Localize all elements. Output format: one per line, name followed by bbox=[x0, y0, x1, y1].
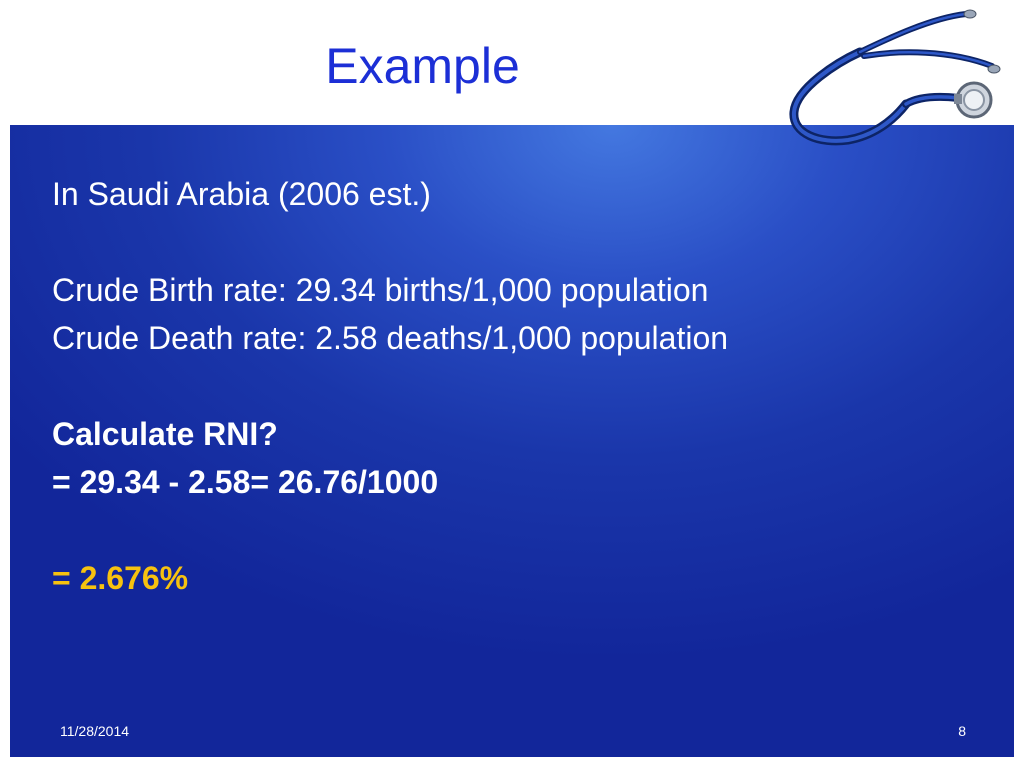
slide-title: Example bbox=[325, 38, 520, 94]
blank-line bbox=[52, 506, 728, 554]
answer-line: = 2.676% bbox=[52, 560, 189, 596]
calculation-line: = 29.34 - 2.58= 26.76/1000 bbox=[52, 464, 439, 500]
footer-date: 11/28/2014 bbox=[60, 723, 130, 739]
text-line-death-rate: Crude Death rate: 2.58 deaths/1,000 population bbox=[52, 320, 729, 356]
text-line-location: In Saudi Arabia (2006 est.) bbox=[52, 176, 431, 212]
text-line-birth-rate: Crude Birth rate: 29.34 births/1,000 population bbox=[52, 272, 709, 308]
page-number: 8 bbox=[958, 723, 966, 739]
blank-line bbox=[52, 362, 728, 410]
question-line: Calculate RNI? bbox=[52, 416, 278, 452]
stethoscope-icon bbox=[780, 4, 1005, 154]
content-panel bbox=[10, 125, 1014, 757]
blank-line bbox=[52, 218, 728, 266]
slide-body bbox=[52, 170, 728, 602]
